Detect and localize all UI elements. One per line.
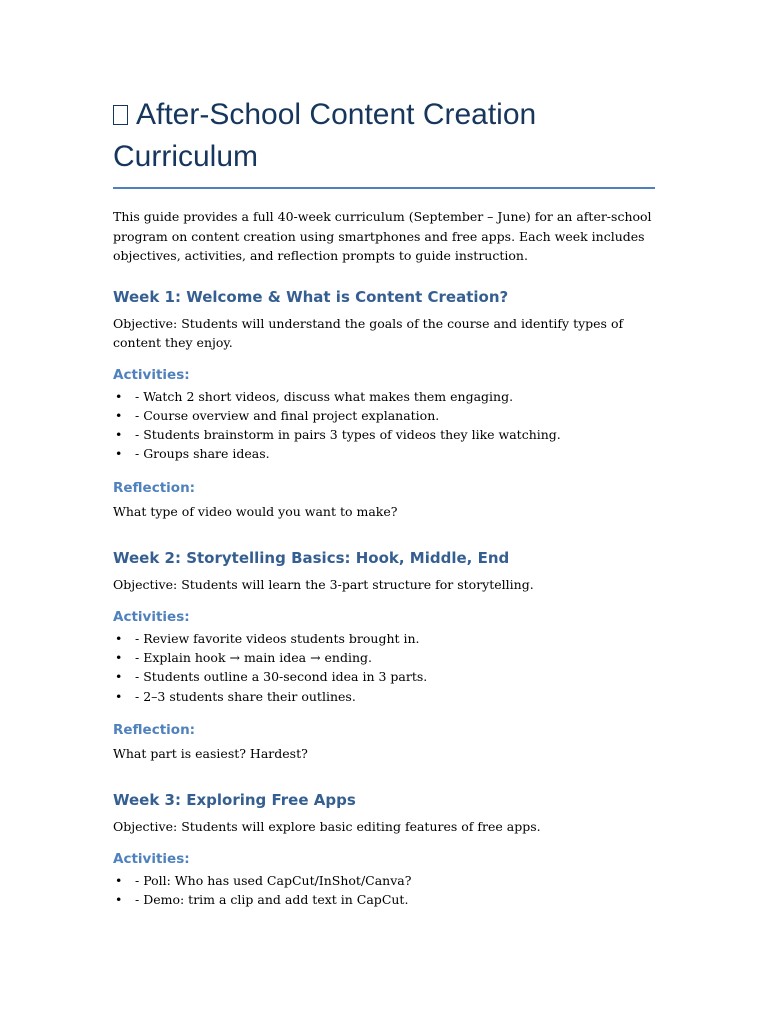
activity-item xyxy=(113,667,655,686)
activity-item xyxy=(113,687,655,706)
week-heading: Week 3: Exploring Free Apps xyxy=(113,791,356,810)
reflection-heading: Reflection: xyxy=(113,721,196,738)
activity-text: - Explain hook → main idea → ending. xyxy=(135,649,373,665)
week-section-2 xyxy=(113,547,655,763)
page-title-line-1: After-School Content Creation xyxy=(136,98,537,131)
bullet-icon: • xyxy=(115,649,123,665)
activity-text: - Watch 2 short videos, discuss what makes them engaging. xyxy=(135,388,514,404)
activities-heading: Activities: xyxy=(113,850,190,867)
week-section-1 xyxy=(113,286,655,522)
activity-item xyxy=(113,890,655,909)
activity-item xyxy=(113,387,655,406)
activities-heading: Activities: xyxy=(113,366,190,383)
objective-text: Objective: Students will understand the goals of the course and identify types of content they enjoy. xyxy=(113,315,624,350)
activity-text: - 2–3 students share their outlines. xyxy=(135,688,356,704)
activity-item xyxy=(113,648,655,667)
activity-text: - Review favorite videos students brought in. xyxy=(135,630,420,646)
activity-text: - Course overview and final project explanation. xyxy=(135,407,440,423)
activities-list xyxy=(113,871,655,910)
activity-text: - Students brainstorm in pairs 3 types of videos they like watching. xyxy=(135,427,561,443)
activity-text: - Poll: Who has used CapCut/InShot/Canva? xyxy=(135,872,412,888)
objective-text: Objective: Students will learn the 3-part structure for storytelling. xyxy=(113,577,534,593)
reflection-text: What part is easiest? Hardest? xyxy=(113,745,308,761)
activity-item xyxy=(113,629,655,648)
page-title-line-2: Curriculum xyxy=(113,140,259,173)
activity-item xyxy=(113,425,655,444)
bullet-icon: • xyxy=(115,872,123,888)
activity-text: - Demo: trim a clip and add text in CapCut. xyxy=(135,892,409,908)
activity-item xyxy=(113,871,655,890)
activity-text: - Groups share ideas. xyxy=(135,446,270,462)
activities-list xyxy=(113,387,655,464)
title-divider xyxy=(113,187,655,189)
bullet-icon: • xyxy=(115,688,123,704)
bullet-icon: • xyxy=(115,388,123,404)
week-heading: Week 1: Welcome & What is Content Creation? xyxy=(113,287,509,306)
bullet-icon: • xyxy=(115,407,123,423)
missing-glyph-icon xyxy=(113,105,128,125)
activity-item xyxy=(113,406,655,425)
bullet-icon: • xyxy=(115,669,123,685)
page-title xyxy=(113,94,655,178)
reflection-heading: Reflection: xyxy=(113,479,196,496)
intro-paragraph: This guide provides a full 40-week curriculum (September – June) for an after-school program on content creation using smartphones and free apps. Each week includes objectives, activities, and reflection prompts to guide instruction. xyxy=(113,209,652,263)
bullet-icon: • xyxy=(115,446,123,462)
activity-text: - Students outline a 30-second idea in 3 parts. xyxy=(135,669,428,685)
activities-heading: Activities: xyxy=(113,608,190,625)
objective-text: Objective: Students will explore basic editing features of free apps. xyxy=(113,819,541,835)
bullet-icon: • xyxy=(115,630,123,646)
week-section-3 xyxy=(113,789,655,909)
week-heading: Week 2: Storytelling Basics: Hook, Middle, End xyxy=(113,549,510,568)
reflection-text: What type of video would you want to make? xyxy=(113,503,398,519)
bullet-icon: • xyxy=(115,892,123,908)
bullet-icon: • xyxy=(115,427,123,443)
activity-item xyxy=(113,444,655,463)
activities-list xyxy=(113,629,655,706)
